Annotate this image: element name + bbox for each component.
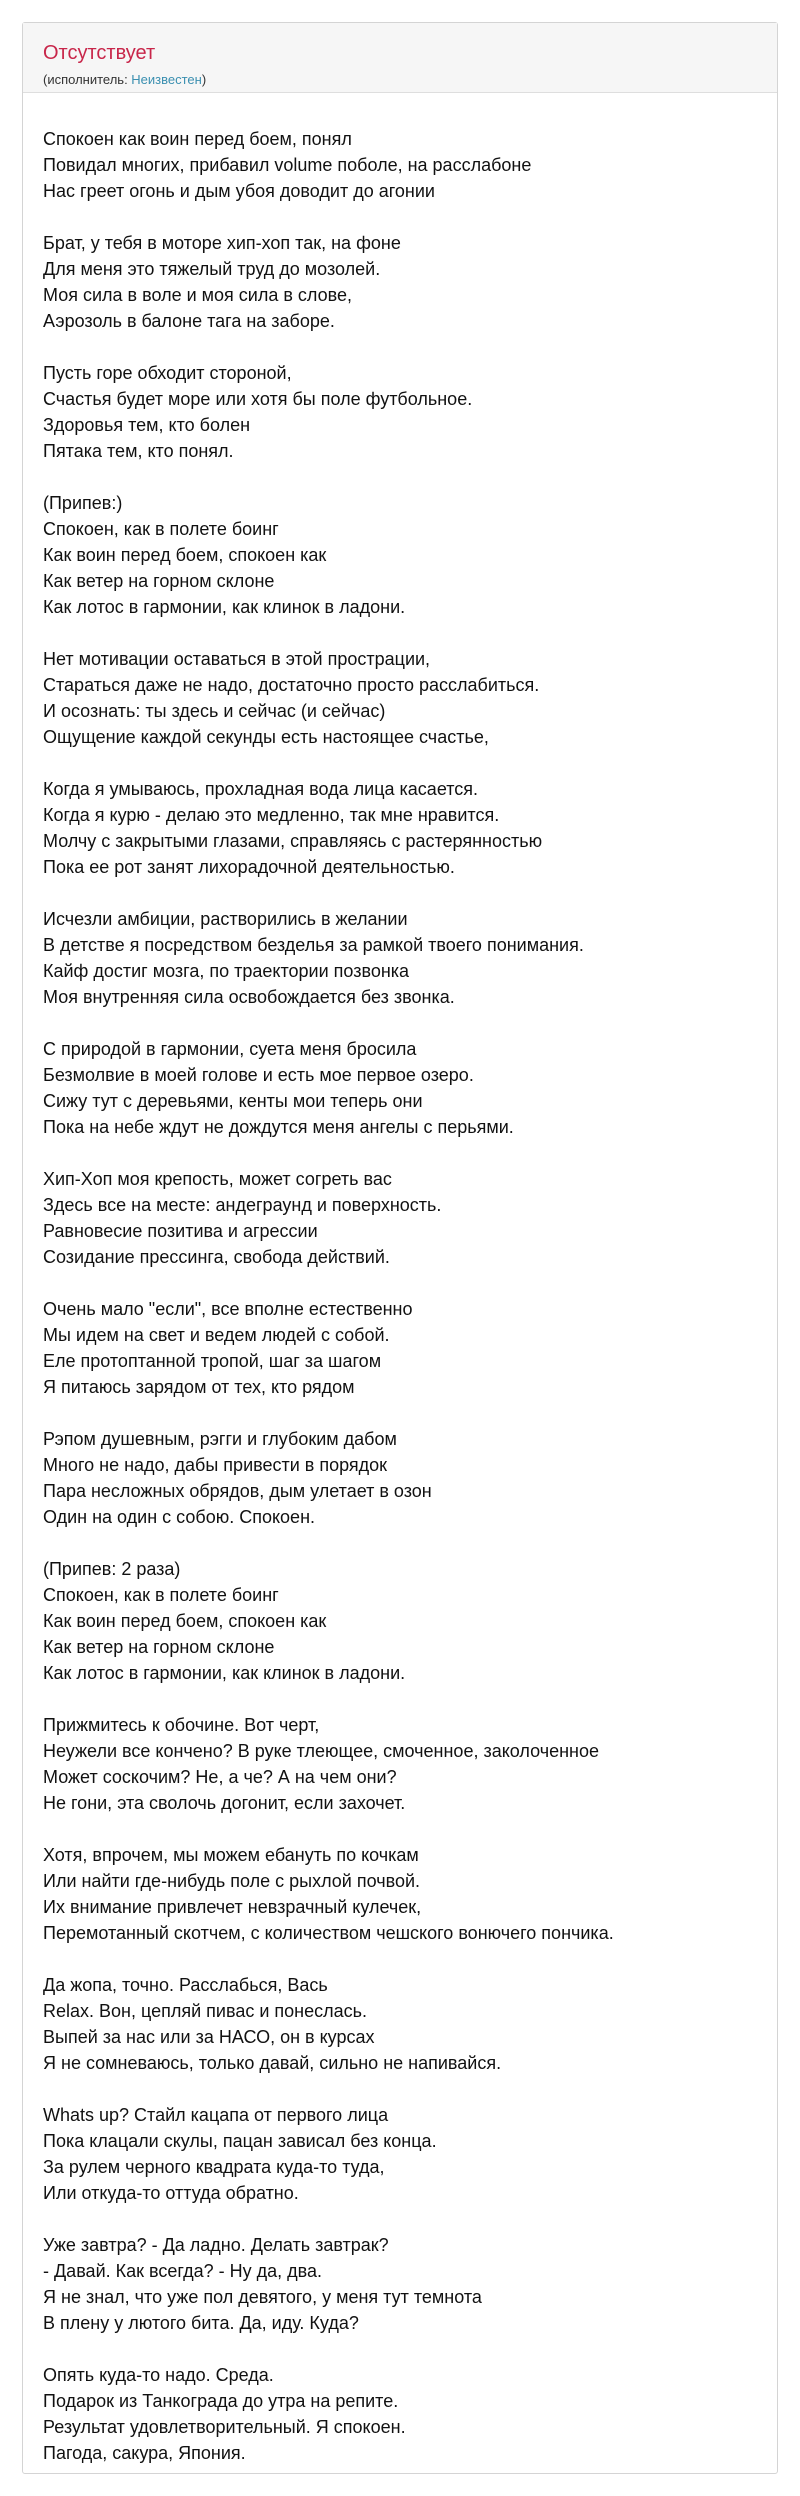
lyrics-stanza [43, 1972, 777, 2076]
lyrics-line: Relax. Вон, цепляй пивас и понеслась. [43, 2001, 367, 2021]
lyrics-line: (Припев:) [43, 493, 123, 513]
lyrics-line: Whats up? Стайл кацапа от первого лица [43, 2105, 389, 2125]
lyrics-stanza [43, 646, 777, 750]
lyrics-line: Пагода, сакура, Япония. [43, 2443, 246, 2463]
lyrics-stanza [43, 2232, 777, 2336]
lyrics-line: Когда я курю - делаю это медленно, так мне нравится. [43, 805, 500, 825]
lyrics-line: Очень мало "если", все вполне естественно [43, 1299, 413, 1319]
lyrics-line: Как лотос в гармонии, как клинок в ладони. [43, 597, 406, 617]
lyrics-stanza [43, 360, 777, 464]
lyrics-stanza [43, 2102, 777, 2206]
lyrics-line: - Давай. Как всегда? - Ну да, два. [43, 2261, 323, 2281]
lyrics-line: Кайф достиг мозга, по траектории позвонка [43, 961, 410, 981]
lyrics-line: Результат удовлетворительный. Я спокоен. [43, 2417, 406, 2437]
lyrics-line: Уже завтра? - Да ладно. Делать завтрак? [43, 2235, 389, 2255]
lyrics-line: Рэпом душевным, рэгги и глубоким дабом [43, 1429, 397, 1449]
lyrics-line: И осознать: ты здесь и сейчас (и сейчас) [43, 701, 386, 721]
lyrics-line: Еле протоптанной тропой, шаг за шагом [43, 1351, 382, 1371]
lyrics-card [22, 22, 778, 2474]
lyrics-line: Один на один с собою. Спокоен. [43, 1507, 316, 1527]
song-header [23, 23, 777, 93]
lyrics-line: Брат, у тебя в моторе хип-хоп так, на фоне [43, 233, 401, 253]
lyrics-line: Выпей за нас или за НАСО, он в курсах [43, 2027, 375, 2047]
lyrics-line: (Припев: 2 раза) [43, 1559, 181, 1579]
lyrics-line: Ощущение каждой секунды есть настоящее счастье, [43, 727, 489, 747]
lyrics-line: Как ветер на горном склоне [43, 1637, 275, 1657]
lyrics-stanza [43, 126, 777, 204]
lyrics-line: Пара несложных обрядов, дым улетает в озон [43, 1481, 432, 1501]
lyrics-line: Не гони, эта сволочь догонит, если захочет. [43, 1793, 406, 1813]
lyrics-line: Созидание прессинга, свобода действий. [43, 1247, 390, 1267]
artist-suffix: ) [201, 72, 207, 87]
lyrics-stanza [43, 1166, 777, 1270]
lyrics-line: Или откуда-то оттуда обратно. [43, 2183, 299, 2203]
lyrics-line: Безмолвие в моей голове и есть мое первое озеро. [43, 1065, 474, 1085]
lyrics-line: Сижу тут с деревьями, кенты мои теперь они [43, 1091, 423, 1111]
lyrics-line: Здесь все на месте: андеграунд и поверхность. [43, 1195, 442, 1215]
lyrics-line: В плену у лютого бита. Да, иду. Куда? [43, 2313, 359, 2333]
lyrics-line: Аэрозоль в балоне тага на заборе. [43, 311, 335, 331]
lyrics-line: Пока клацали скулы, пацан зависал без конца. [43, 2131, 437, 2151]
lyrics-line: Может соскочим? Не, а че? А на чем они? [43, 1767, 397, 1787]
song-title: Отсутствует [43, 42, 156, 64]
lyrics-line: Много не надо, дабы привести в порядок [43, 1455, 388, 1475]
lyrics-line: Опять куда-то надо. Среда. [43, 2365, 274, 2385]
lyrics-line: За рулем черного квадрата куда-то туда, [43, 2157, 385, 2177]
lyrics-stanza [43, 1426, 777, 1530]
lyrics-line: С природой в гармонии, суета меня бросила [43, 1039, 417, 1059]
lyrics-line: Пока ее рот занят лихорадочной деятельностью. [43, 857, 455, 877]
lyrics-line: Моя внутренняя сила освобождается без звонка. [43, 987, 455, 1007]
lyrics-line: Молчу с закрытыми глазами, справляясь с растерянностью [43, 831, 543, 851]
lyrics-stanza [43, 1296, 777, 1400]
artist-prefix: (исполнитель: [43, 72, 132, 87]
lyrics-line: Хип-Хоп моя крепость, может согреть вас [43, 1169, 392, 1189]
lyrics-stanza [43, 1842, 777, 1946]
lyrics-line: Как ветер на горном склоне [43, 571, 275, 591]
lyrics-line: Мы идем на свет и ведем людей с собой. [43, 1325, 390, 1345]
lyrics-line: Как воин перед боем, спокоен как [43, 545, 327, 565]
lyrics-stanza [43, 776, 777, 880]
lyrics-line: Как лотос в гармонии, как клинок в ладони. [43, 1663, 406, 1683]
lyrics-line: Стараться даже не надо, достаточно просто расслабиться. [43, 675, 540, 695]
lyrics-body [23, 93, 777, 2466]
artist-link[interactable]: Неизвестен [131, 72, 202, 87]
lyrics-line: Здоровья тем, кто болен [43, 415, 251, 435]
lyrics-line: Спокоен как воин перед боем, понял [43, 129, 352, 149]
lyrics-line: Подарок из Танкограда до утра на репите. [43, 2391, 399, 2411]
lyrics-stanza [43, 1712, 777, 1816]
lyrics-line: Повидал многих, прибавил volume поболе, на расслабоне [43, 155, 532, 175]
lyrics-line: Неужели все кончено? В руке тлеющее, смоченное, заколоченное [43, 1741, 600, 1761]
lyrics-line: Нас греет огонь и дым убоя доводит до агонии [43, 181, 435, 201]
lyrics-line: Да жопа, точно. Расслабься, Вась [43, 1975, 328, 1995]
lyrics-line: Пусть горе обходит стороной, [43, 363, 292, 383]
lyrics-stanza [43, 490, 777, 620]
lyrics-line: Перемотанный скотчем, с количеством чешского вонючего пончика. [43, 1923, 614, 1943]
lyrics-line: Моя сила в воле и моя сила в слове, [43, 285, 352, 305]
lyrics-line: Спокоен, как в полете боинг [43, 1585, 279, 1605]
lyrics-stanza [43, 230, 777, 334]
lyrics-line: Хотя, впрочем, мы можем ебануть по кочкам [43, 1845, 419, 1865]
lyrics-line: Их внимание привлечет невзрачный кулечек, [43, 1897, 422, 1917]
lyrics-line: Счастья будет море или хотя бы поле футбольное. [43, 389, 473, 409]
lyrics-line: Я не сомневаюсь, только давай, сильно не напивайся. [43, 2053, 502, 2073]
lyrics-line: Для меня это тяжелый труд до мозолей. [43, 259, 381, 279]
lyrics-line: Я не знал, что уже пол девятого, у меня тут темнота [43, 2287, 482, 2307]
lyrics-stanza [43, 906, 777, 1010]
lyrics-line: Когда я умываюсь, прохладная вода лица касается. [43, 779, 479, 799]
lyrics-stanza [43, 1556, 777, 1686]
lyrics-stanza [43, 1036, 777, 1140]
lyrics-line: Пятака тем, кто понял. [43, 441, 234, 461]
lyrics-line: Спокоен, как в полете боинг [43, 519, 279, 539]
lyrics-line: Нет мотивации оставаться в этой прострации, [43, 649, 431, 669]
lyrics-line: В детстве я посредством безделья за рамкой твоего понимания. [43, 935, 584, 955]
lyrics-stanza [43, 2362, 777, 2466]
lyrics-line: Исчезли амбиции, растворились в желании [43, 909, 408, 929]
lyrics-line: Или найти где-нибудь поле с рыхлой почвой. [43, 1871, 421, 1891]
artist-line [43, 71, 777, 89]
lyrics-line: Я питаюсь зарядом от тех, кто рядом [43, 1377, 355, 1397]
lyrics-line: Прижмитесь к обочине. Вот черт, [43, 1715, 320, 1735]
lyrics-line: Как воин перед боем, спокоен как [43, 1611, 327, 1631]
lyrics-line: Пока на небе ждут не дождутся меня ангелы с перьями. [43, 1117, 514, 1137]
lyrics-line: Равновесие позитива и агрессии [43, 1221, 318, 1241]
